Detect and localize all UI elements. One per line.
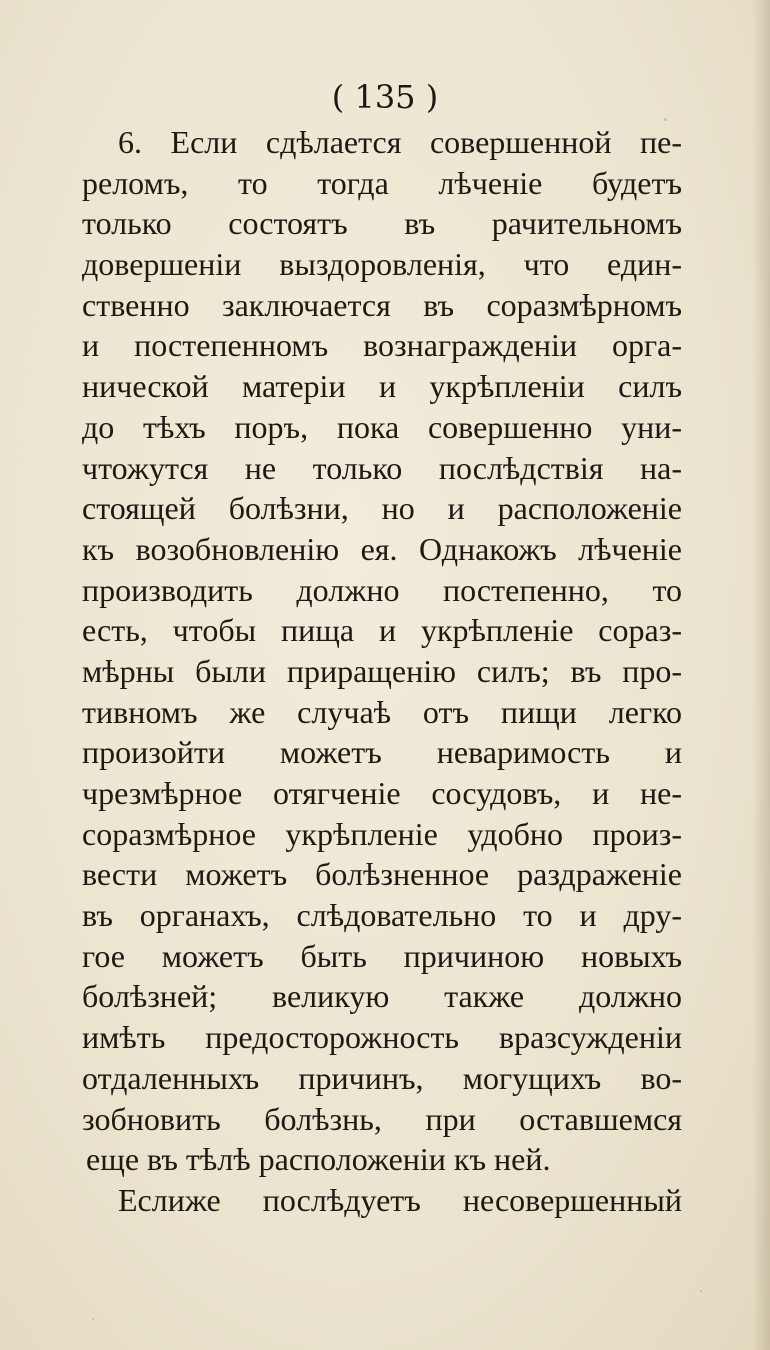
paper-speck: [664, 118, 667, 121]
text-line: реломъ, то тогда лѣченіе будетъ: [82, 164, 682, 201]
text-line: чтожутся не только послѣдствія на-: [82, 449, 682, 486]
text-line: произойти можетъ неваримость и: [82, 734, 682, 771]
text-line: соразмѣрное укрѣпленіе удобно произ-: [82, 815, 682, 852]
text-line: мѣрны были приращенію силъ; въ про-: [82, 652, 682, 689]
text-line: гое можетъ быть причиною новыхъ: [82, 937, 682, 974]
text-line: стоящей болѣзни, но и расположеніе: [82, 490, 682, 527]
text-line: до тѣхъ поръ, пока совершенно уни-: [82, 408, 682, 445]
paper-speck: [700, 1290, 702, 1292]
text-line: и постепенномъ вознагражденіи орга-: [82, 327, 682, 364]
text-line: 6. Если сдѣлается совершенной пе-: [118, 124, 682, 160]
text-line: нической матеріи и укрѣпленіи силъ: [82, 368, 682, 405]
paper-speck: [92, 1318, 94, 1320]
text-line: въ органахъ, слѣдовательно то и дру-: [82, 897, 682, 934]
page-number: ( 135 ): [331, 78, 439, 116]
text-line: довершеніи выздоровленія, что един-: [82, 246, 682, 283]
text-line: вести можетъ болѣзненное раздраженіе: [82, 856, 682, 893]
text-line: еще въ тѣлѣ расположеніи къ ней.: [86, 1141, 551, 1178]
text-line: имѣть предосторожность вразсужденіи: [82, 1019, 682, 1056]
text-line: есть, чтобы пища и укрѣпленіе сораз-: [82, 612, 682, 649]
text-line: ственно заключается въ соразмѣрномъ: [82, 286, 682, 323]
page-edge-shadow: [752, 0, 770, 1350]
text-line: чрезмѣрное отягченіе сосудовъ, и не-: [82, 775, 682, 811]
text-line: отдаленныхъ причинъ, могущихъ во-: [82, 1059, 682, 1096]
text-line: только состоятъ въ рачительномъ: [82, 205, 682, 242]
text-line: болѣзней; великую также должно: [82, 978, 682, 1015]
text-line: тивномъ же случаѣ отъ пищи легко: [82, 693, 682, 730]
text-line: къ возобновленію ея. Однакожъ лѣченіе: [82, 530, 682, 567]
text-line: Еслиже послѣдуетъ несовершенный: [118, 1181, 682, 1218]
text-line: производить должно постепенно, то: [82, 571, 682, 608]
text-line: зобновить болѣзнь, при оставшемся: [82, 1100, 682, 1137]
body-text: [82, 122, 682, 1221]
